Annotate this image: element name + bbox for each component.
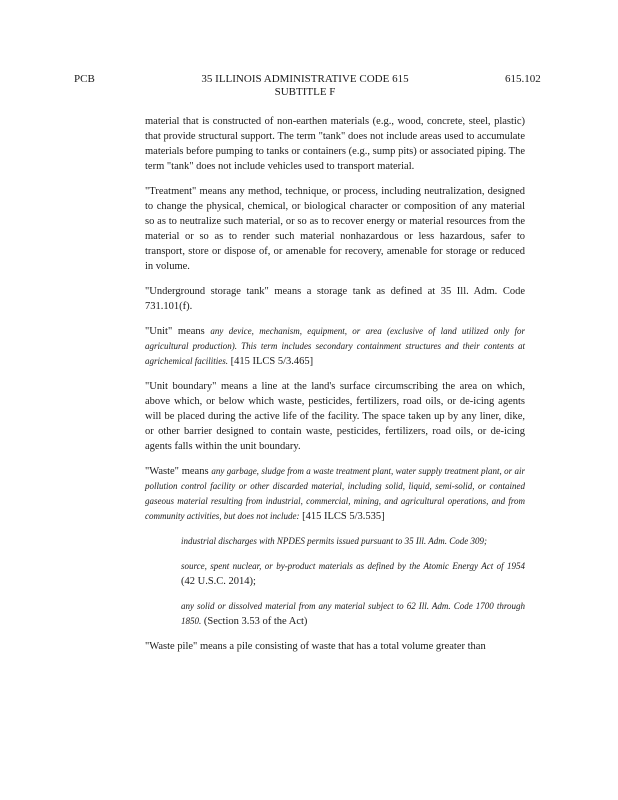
waste-exclusion-2	[181, 559, 525, 589]
document-body	[145, 114, 525, 664]
unit-definition	[145, 324, 525, 369]
header-subtitle: SUBTITLE F	[274, 86, 336, 98]
exclusion-3-text: any solid or dissolved material from any material subject to 62 Ill. Adm. Code 1700 through 1850.	[181, 601, 525, 626]
waste-citation: [415 ILCS 5/3.535]	[299, 511, 385, 522]
treatment-definition: "Treatment" means any method, technique, or process, including neutralization, designed to change the physical, chemical, or biological character or composition of any material so as to neutralize such material, or so as to recover energy or material resources from the material or so as to render such material nonhazardous or less hazardous, safer to transport, store or dispose of, or amenable for recovery, amenable for storage or reduced in volume.	[145, 186, 525, 272]
exclusion-2-citation: (42 U.S.C. 2014);	[181, 576, 256, 587]
waste-term: "Waste" means	[145, 466, 212, 477]
exclusion-2-text: source, spent nuclear, or by-product materials as defined by the Atomic Energy Act of 1954	[181, 561, 525, 571]
header-center	[175, 73, 435, 99]
waste-exclusion-3	[181, 599, 525, 629]
waste-definition	[145, 464, 525, 524]
unit-boundary-definition: "Unit boundary" means a line at the land's surface circumscribing the area on which, above which, or below which waste, pesticides, fertilizers, road oils, or de-icing agents will be placed during the active life of the facility. The space taken up by any liner, dike, or other barrier designed to contain waste, pesticides, fertilizers, road oils, or de-icing agents falls within the unit boundary.	[145, 381, 525, 452]
header-section-number: 615.102	[505, 73, 541, 85]
waste-pile-definition: "Waste pile" means a pile consisting of waste that has a total volume greater than	[145, 641, 486, 652]
tank-definition-continued: material that is constructed of non-earthen materials (e.g., wood, concrete, steel, plastic) that provide structural support. The term "tank" does not include areas used to accumulate materials before pumping to tanks or containers (e.g., sump pits) or associated piping. The term "tank" does not include vehicles used to transport material.	[145, 116, 525, 172]
header-title: 35 ILLINOIS ADMINISTRATIVE CODE 615	[201, 73, 409, 85]
waste-exclusion-1	[181, 534, 525, 549]
unit-citation: [415 ILCS 5/3.465]	[227, 356, 314, 367]
exclusion-1-text: industrial discharges with NPDES permits issued pursuant to 35 Ill. Adm. Code 309;	[181, 536, 488, 546]
exclusion-3-citation: (Section 3.53 of the Act)	[201, 616, 308, 627]
header-left: PCB	[74, 73, 95, 85]
underground-storage-tank-definition: "Underground storage tank" means a storage tank as defined at 35 Ill. Adm. Code 731.101(f).	[145, 286, 525, 312]
unit-term: "Unit" means	[145, 326, 211, 337]
unit-statutory-text: any device, mechanism, equipment, or area (exclusive of land utilized only for agricultural production). This term includes secondary containment structures and their contents at agrichemical facilities.	[145, 326, 525, 366]
waste-statutory-text: any garbage, sludge from a waste treatment plant, water supply treatment plant, or air pollution control facility or other discarded material, including solid, liquid, semi-solid, or contained gaseous material resulting from industrial, commercial, mining, and agricultural operations, and from community activities, but does not include:	[145, 466, 525, 521]
